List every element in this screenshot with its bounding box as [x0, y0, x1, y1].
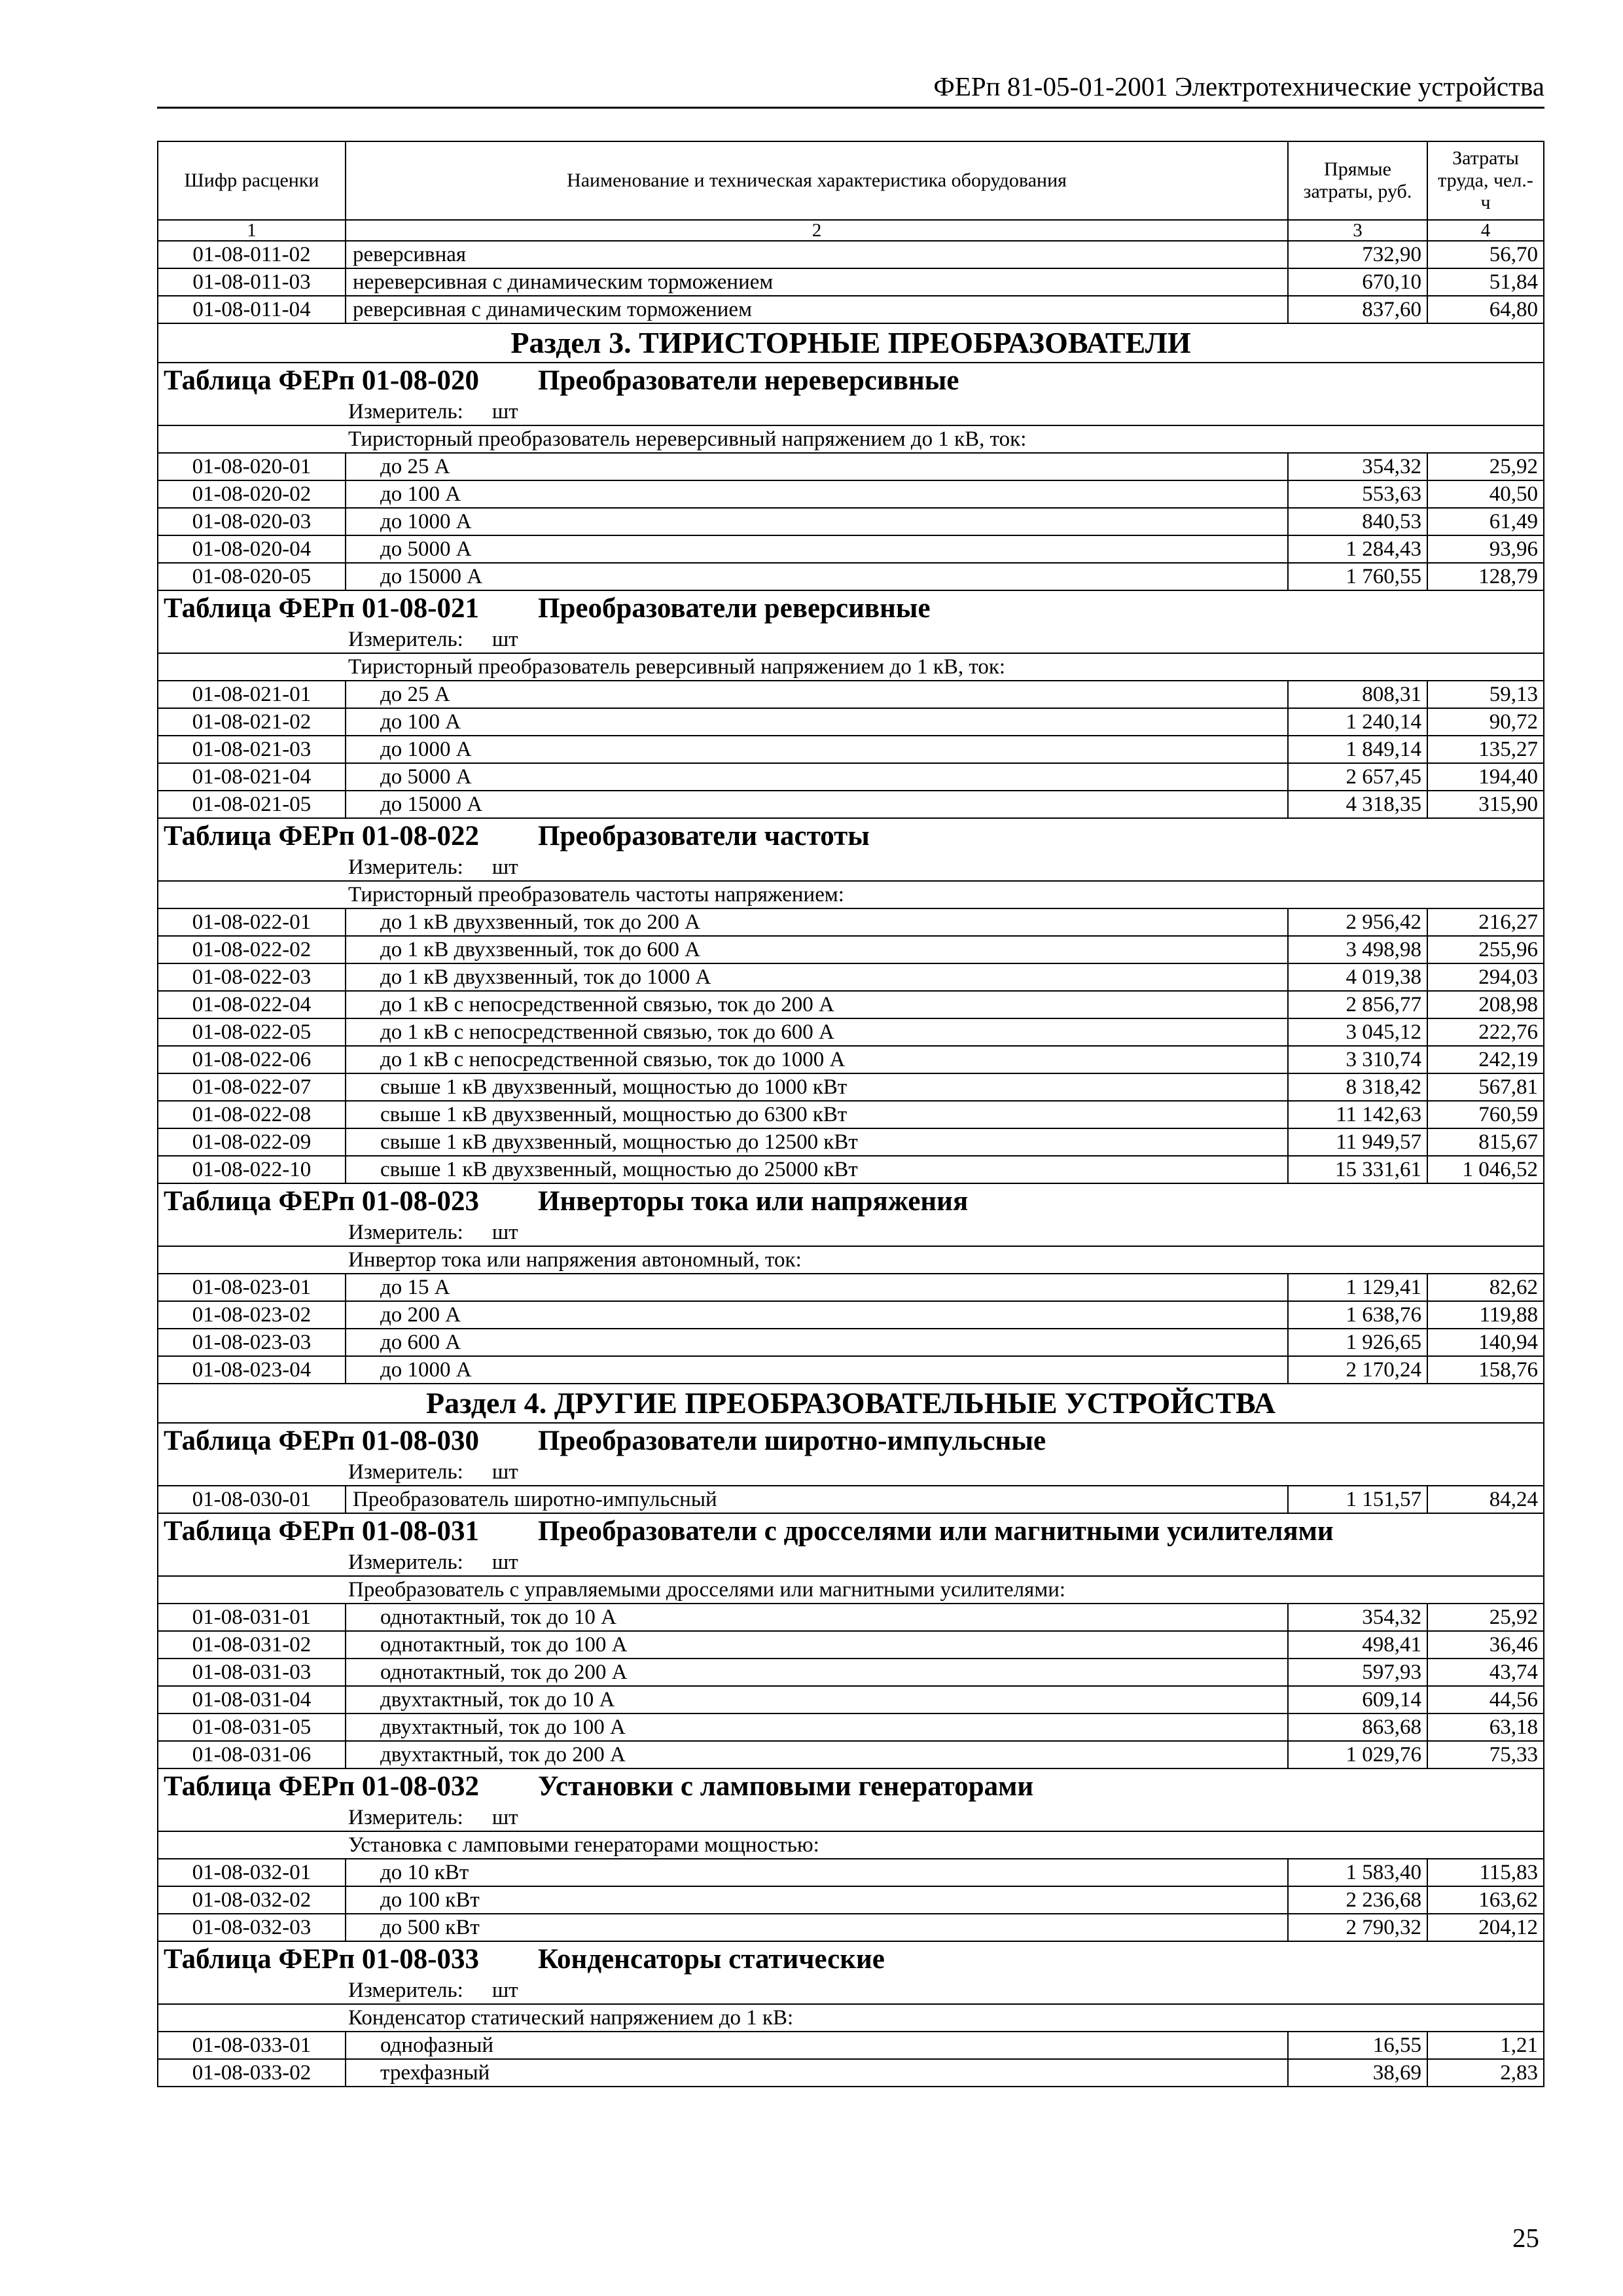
direct-cost: 11 142,63 — [1288, 1101, 1427, 1128]
direct-cost: 1 240,14 — [1288, 708, 1427, 736]
table-row — [158, 763, 1544, 791]
header-direct-cost: Прямые затраты, руб. — [1288, 141, 1427, 220]
table-row — [158, 1486, 1544, 1513]
table-title — [158, 590, 1544, 626]
item-description: до 1 кВ двухзвенный, ток до 600 А — [346, 936, 1288, 963]
table-row — [158, 963, 1544, 991]
header-rule — [157, 107, 1544, 109]
item-description: Преобразователь широтно-импульсный — [346, 1486, 1288, 1513]
labor-cost: 222,76 — [1427, 1018, 1544, 1046]
labor-cost: 760,59 — [1427, 1101, 1544, 1128]
meter-value: шт — [491, 1979, 518, 2002]
labor-cost: 140,94 — [1427, 1329, 1544, 1356]
direct-cost: 354,32 — [1288, 1604, 1427, 1631]
table-row — [158, 296, 1544, 323]
direct-cost: 837,60 — [1288, 296, 1427, 323]
meter-label: Измеритель: — [348, 1979, 463, 2002]
rate-code: 01-08-032-01 — [158, 1859, 346, 1886]
rate-code: 01-08-023-01 — [158, 1274, 346, 1301]
table-code: Таблица ФЕРп 01-08-021 — [164, 593, 480, 624]
column-number: 4 — [1427, 220, 1544, 241]
table-title — [158, 818, 1544, 854]
item-description: до 10 кВт — [346, 1859, 1288, 1886]
direct-cost: 3 498,98 — [1288, 936, 1427, 963]
intro-text: Тиристорный преобразователь частоты напряжением: — [158, 881, 1544, 908]
table-row — [158, 563, 1544, 590]
rate-code: 01-08-031-01 — [158, 1604, 346, 1631]
item-description: до 100 А — [346, 708, 1288, 736]
meter-row — [158, 1804, 1544, 1831]
table-row — [158, 480, 1544, 508]
table-title-row — [158, 818, 1544, 854]
rate-code: 01-08-022-01 — [158, 908, 346, 936]
rate-code: 01-08-022-06 — [158, 1046, 346, 1073]
item-description: до 500 кВт — [346, 1914, 1288, 1941]
rates-table — [157, 141, 1544, 2087]
labor-cost: 43,74 — [1427, 1659, 1544, 1686]
intro-text: Тиристорный преобразователь реверсивный напряжением до 1 кВ, ток: — [158, 653, 1544, 681]
table-row — [158, 1713, 1544, 1741]
item-description: двухтактный, ток до 200 А — [346, 1741, 1288, 1768]
intro-row — [158, 1246, 1544, 1274]
meter — [158, 1459, 1544, 1486]
rate-code: 01-08-033-02 — [158, 2059, 346, 2087]
table-row — [158, 2059, 1544, 2087]
rate-code: 01-08-020-03 — [158, 508, 346, 535]
table-body — [158, 220, 1544, 2087]
direct-cost: 38,69 — [1288, 2059, 1427, 2087]
meter-label: Измеритель: — [348, 400, 463, 423]
table-row — [158, 508, 1544, 535]
item-description: трехфазный — [346, 2059, 1288, 2087]
table-title-row — [158, 1423, 1544, 1459]
table-code: Таблица ФЕРп 01-08-030 — [164, 1426, 480, 1456]
labor-cost: 208,98 — [1427, 991, 1544, 1018]
labor-cost: 163,62 — [1427, 1886, 1544, 1914]
page-number: 25 — [1512, 2223, 1539, 2253]
item-description: однотактный, ток до 200 А — [346, 1659, 1288, 1686]
rate-code: 01-08-023-03 — [158, 1329, 346, 1356]
labor-cost: 1 046,52 — [1427, 1156, 1544, 1183]
section-heading-row — [158, 323, 1544, 363]
section-heading-row — [158, 1384, 1544, 1423]
meter-row — [158, 1219, 1544, 1246]
labor-cost: 2,83 — [1427, 2059, 1544, 2087]
table-row — [158, 1046, 1544, 1073]
intro-row — [158, 425, 1544, 453]
table-row — [158, 1604, 1544, 1631]
table-row — [158, 1356, 1544, 1384]
labor-cost: 61,49 — [1427, 508, 1544, 535]
rate-code: 01-08-022-04 — [158, 991, 346, 1018]
header-name: Наименование и техническая характеристика оборудования — [346, 141, 1288, 220]
labor-cost: 315,90 — [1427, 791, 1544, 818]
labor-cost: 135,27 — [1427, 736, 1544, 763]
rate-code: 01-08-022-09 — [158, 1128, 346, 1156]
meter-row — [158, 1459, 1544, 1486]
direct-cost: 732,90 — [1288, 241, 1427, 268]
table-row — [158, 1073, 1544, 1101]
direct-cost: 597,93 — [1288, 1659, 1427, 1686]
meter-row — [158, 626, 1544, 653]
rate-code: 01-08-031-03 — [158, 1659, 346, 1686]
table-row — [158, 2032, 1544, 2059]
item-description: до 15000 А — [346, 791, 1288, 818]
table-title — [158, 1183, 1544, 1219]
header-labor-cost: Затраты труда, чел.-ч — [1427, 141, 1544, 220]
table-title — [158, 1768, 1544, 1804]
direct-cost: 4 318,35 — [1288, 791, 1427, 818]
direct-cost: 863,68 — [1288, 1713, 1427, 1741]
labor-cost: 56,70 — [1427, 241, 1544, 268]
item-description: свыше 1 кВ двухзвенный, мощностью до 12500 кВт — [346, 1128, 1288, 1156]
intro-text: Тиристорный преобразователь нереверсивный напряжением до 1 кВ, ток: — [158, 425, 1544, 453]
table-row — [158, 1128, 1544, 1156]
rate-code: 01-08-030-01 — [158, 1486, 346, 1513]
direct-cost: 2 236,68 — [1288, 1886, 1427, 1914]
direct-cost: 11 949,57 — [1288, 1128, 1427, 1156]
rate-code: 01-08-011-02 — [158, 241, 346, 268]
meter-value: шт — [491, 1551, 518, 1574]
direct-cost: 8 318,42 — [1288, 1073, 1427, 1101]
table-row — [158, 1914, 1544, 1941]
direct-cost: 1 129,41 — [1288, 1274, 1427, 1301]
item-description: реверсивная с динамическим торможением — [346, 296, 1288, 323]
table-name: Преобразователи широтно-импульсные — [538, 1426, 1046, 1456]
meter-label: Измеритель: — [348, 1460, 463, 1484]
meter-value: шт — [491, 1806, 518, 1829]
table-title-row — [158, 1941, 1544, 1977]
meter-label: Измеритель: — [348, 1551, 463, 1574]
item-description: до 1 кВ с непосредственной связью, ток до 1000 А — [346, 1046, 1288, 1073]
table-name: Конденсаторы статические — [538, 1944, 885, 1975]
rate-code: 01-08-020-02 — [158, 480, 346, 508]
item-description: до 100 А — [346, 480, 1288, 508]
intro-row — [158, 653, 1544, 681]
labor-cost: 25,92 — [1427, 453, 1544, 480]
table-name: Преобразователи частоты — [538, 821, 870, 852]
item-description: до 5000 А — [346, 535, 1288, 563]
table-title — [158, 363, 1544, 399]
direct-cost: 1 926,65 — [1288, 1329, 1427, 1356]
rate-code: 01-08-023-02 — [158, 1301, 346, 1329]
rate-code: 01-08-032-02 — [158, 1886, 346, 1914]
direct-cost: 1 151,57 — [1288, 1486, 1427, 1513]
intro-text: Установка с ламповыми генераторами мощностью: — [158, 1831, 1544, 1859]
item-description: до 200 А — [346, 1301, 1288, 1329]
rate-code: 01-08-021-05 — [158, 791, 346, 818]
labor-cost: 82,62 — [1427, 1274, 1544, 1301]
item-description: нереверсивная с динамическим торможением — [346, 268, 1288, 296]
meter — [158, 1804, 1544, 1831]
direct-cost: 3 310,74 — [1288, 1046, 1427, 1073]
item-description: свыше 1 кВ двухзвенный, мощностью до 6300 кВт — [346, 1101, 1288, 1128]
item-description: свыше 1 кВ двухзвенный, мощностью до 1000 кВт — [346, 1073, 1288, 1101]
rate-code: 01-08-031-05 — [158, 1713, 346, 1741]
table-row — [158, 241, 1544, 268]
running-header: ФЕРп 81-05-01-2001 Электротехнические устройства — [933, 71, 1544, 101]
rate-code: 01-08-022-05 — [158, 1018, 346, 1046]
table-code: Таблица ФЕРп 01-08-022 — [164, 821, 480, 852]
intro-text: Преобразователь с управляемыми дросселями или магнитными усилителями: — [158, 1576, 1544, 1604]
direct-cost: 4 019,38 — [1288, 963, 1427, 991]
table-row — [158, 1631, 1544, 1659]
item-description: свыше 1 кВ двухзвенный, мощностью до 25000 кВт — [346, 1156, 1288, 1183]
meter-row — [158, 1977, 1544, 2004]
column-number: 2 — [346, 220, 1288, 241]
table-code: Таблица ФЕРп 01-08-020 — [164, 365, 480, 396]
direct-cost: 808,31 — [1288, 681, 1427, 708]
meter-label: Измеритель: — [348, 855, 463, 879]
table-row — [158, 1859, 1544, 1886]
meter-value: шт — [491, 628, 518, 651]
direct-cost: 1 849,14 — [1288, 736, 1427, 763]
table-code: Таблица ФЕРп 01-08-033 — [164, 1944, 480, 1975]
item-description: двухтактный, ток до 100 А — [346, 1713, 1288, 1741]
meter — [158, 1219, 1544, 1246]
labor-cost: 119,88 — [1427, 1301, 1544, 1329]
direct-cost: 1 583,40 — [1288, 1859, 1427, 1886]
item-description: до 15 А — [346, 1274, 1288, 1301]
table-title-row — [158, 1768, 1544, 1804]
direct-cost: 670,10 — [1288, 268, 1427, 296]
direct-cost: 2 956,42 — [1288, 908, 1427, 936]
meter — [158, 1977, 1544, 2004]
meter — [158, 854, 1544, 881]
intro-text: Конденсатор статический напряжением до 1 кВ: — [158, 2004, 1544, 2032]
labor-cost: 40,50 — [1427, 480, 1544, 508]
table-name: Преобразователи с дросселями или магнитными усилителями — [538, 1516, 1334, 1547]
rate-code: 01-08-031-04 — [158, 1686, 346, 1713]
table-name: Инверторы тока или напряжения — [538, 1186, 969, 1217]
direct-cost: 1 760,55 — [1288, 563, 1427, 590]
rate-code: 01-08-011-03 — [158, 268, 346, 296]
item-description: реверсивная — [346, 241, 1288, 268]
item-description: до 1 кВ с непосредственной связью, ток до 200 А — [346, 991, 1288, 1018]
table-code: Таблица ФЕРп 01-08-031 — [164, 1516, 480, 1547]
direct-cost: 3 045,12 — [1288, 1018, 1427, 1046]
table-row — [158, 1886, 1544, 1914]
rate-code: 01-08-020-05 — [158, 563, 346, 590]
rate-code: 01-08-020-04 — [158, 535, 346, 563]
table-name: Установки с ламповыми генераторами — [538, 1771, 1034, 1802]
item-description: до 1 кВ двухзвенный, ток до 1000 А — [346, 963, 1288, 991]
direct-cost: 2 170,24 — [1288, 1356, 1427, 1384]
item-description: однотактный, ток до 10 А — [346, 1604, 1288, 1631]
rate-code: 01-08-021-02 — [158, 708, 346, 736]
direct-cost: 840,53 — [1288, 508, 1427, 535]
direct-cost: 2 657,45 — [1288, 763, 1427, 791]
labor-cost: 294,03 — [1427, 963, 1544, 991]
labor-cost: 216,27 — [1427, 908, 1544, 936]
table-row — [158, 1101, 1544, 1128]
meter-value: шт — [491, 1221, 518, 1244]
item-description: до 1000 А — [346, 1356, 1288, 1384]
table-name: Преобразователи нереверсивные — [538, 365, 959, 396]
rate-code: 01-08-022-07 — [158, 1073, 346, 1101]
rate-code: 01-08-031-06 — [158, 1741, 346, 1768]
item-description: до 15000 А — [346, 563, 1288, 590]
rate-code: 01-08-033-01 — [158, 2032, 346, 2059]
labor-cost: 44,56 — [1427, 1686, 1544, 1713]
labor-cost: 128,79 — [1427, 563, 1544, 590]
item-description: до 25 А — [346, 681, 1288, 708]
labor-cost: 59,13 — [1427, 681, 1544, 708]
rate-code: 01-08-023-04 — [158, 1356, 346, 1384]
table-row — [158, 1018, 1544, 1046]
column-number: 1 — [158, 220, 346, 241]
meter-row — [158, 399, 1544, 425]
table-row — [158, 936, 1544, 963]
meter-value: шт — [491, 1460, 518, 1484]
direct-cost: 553,63 — [1288, 480, 1427, 508]
table-title — [158, 1513, 1544, 1549]
table-row — [158, 681, 1544, 708]
table-row — [158, 268, 1544, 296]
labor-cost: 242,19 — [1427, 1046, 1544, 1073]
item-description: до 5000 А — [346, 763, 1288, 791]
labor-cost: 255,96 — [1427, 936, 1544, 963]
item-description: до 25 А — [346, 453, 1288, 480]
table-row — [158, 1156, 1544, 1183]
table-row — [158, 1659, 1544, 1686]
labor-cost: 1,21 — [1427, 2032, 1544, 2059]
meter-value: шт — [491, 400, 518, 423]
labor-cost: 158,76 — [1427, 1356, 1544, 1384]
labor-cost: 567,81 — [1427, 1073, 1544, 1101]
direct-cost: 498,41 — [1288, 1631, 1427, 1659]
table-row — [158, 1301, 1544, 1329]
intro-row — [158, 881, 1544, 908]
labor-cost: 63,18 — [1427, 1713, 1544, 1741]
direct-cost: 1 029,76 — [1288, 1741, 1427, 1768]
table-row — [158, 736, 1544, 763]
rate-code: 01-08-021-04 — [158, 763, 346, 791]
rate-code: 01-08-021-01 — [158, 681, 346, 708]
direct-cost: 609,14 — [1288, 1686, 1427, 1713]
intro-row — [158, 1576, 1544, 1604]
meter-label: Измеритель: — [348, 1806, 463, 1829]
direct-cost: 1 284,43 — [1288, 535, 1427, 563]
table-row — [158, 991, 1544, 1018]
table-code: Таблица ФЕРп 01-08-023 — [164, 1186, 480, 1217]
item-description: однофазный — [346, 2032, 1288, 2059]
labor-cost: 93,96 — [1427, 535, 1544, 563]
table-title-row — [158, 1183, 1544, 1219]
labor-cost: 51,84 — [1427, 268, 1544, 296]
item-description: до 1000 А — [346, 736, 1288, 763]
labor-cost: 194,40 — [1427, 763, 1544, 791]
rate-code: 01-08-022-02 — [158, 936, 346, 963]
rate-code: 01-08-022-03 — [158, 963, 346, 991]
meter-label: Измеритель: — [348, 628, 463, 651]
header-code: Шифр расценки — [158, 141, 346, 220]
item-description: двухтактный, ток до 10 А — [346, 1686, 1288, 1713]
direct-cost: 2 790,32 — [1288, 1914, 1427, 1941]
labor-cost: 115,83 — [1427, 1859, 1544, 1886]
table-row — [158, 1686, 1544, 1713]
meter-row — [158, 1549, 1544, 1576]
direct-cost: 1 638,76 — [1288, 1301, 1427, 1329]
table-title — [158, 1423, 1544, 1459]
meter — [158, 626, 1544, 653]
table-row — [158, 908, 1544, 936]
meter — [158, 1549, 1544, 1576]
rate-code: 01-08-031-02 — [158, 1631, 346, 1659]
table-header-row — [158, 141, 1544, 220]
labor-cost: 815,67 — [1427, 1128, 1544, 1156]
table-row — [158, 1274, 1544, 1301]
labor-cost: 75,33 — [1427, 1741, 1544, 1768]
table-title-row — [158, 363, 1544, 399]
item-description: до 600 А — [346, 1329, 1288, 1356]
labor-cost: 25,92 — [1427, 1604, 1544, 1631]
direct-cost: 2 856,77 — [1288, 991, 1427, 1018]
table-title-row — [158, 590, 1544, 626]
labor-cost: 64,80 — [1427, 296, 1544, 323]
item-description: до 1 кВ двухзвенный, ток до 200 А — [346, 908, 1288, 936]
rate-code: 01-08-032-03 — [158, 1914, 346, 1941]
direct-cost: 15 331,61 — [1288, 1156, 1427, 1183]
meter — [158, 399, 1544, 425]
intro-text: Инвертор тока или напряжения автономный, ток: — [158, 1246, 1544, 1274]
item-description: до 1000 А — [346, 508, 1288, 535]
section-heading: Раздел 3. ТИРИСТОРНЫЕ ПРЕОБРАЗОВАТЕЛИ — [158, 323, 1544, 363]
direct-cost: 16,55 — [1288, 2032, 1427, 2059]
intro-row — [158, 1831, 1544, 1859]
table-title-row — [158, 1513, 1544, 1549]
rate-code: 01-08-021-03 — [158, 736, 346, 763]
labor-cost: 90,72 — [1427, 708, 1544, 736]
labor-cost: 36,46 — [1427, 1631, 1544, 1659]
table-row — [158, 791, 1544, 818]
table-code: Таблица ФЕРп 01-08-032 — [164, 1771, 480, 1802]
rate-code: 01-08-022-10 — [158, 1156, 346, 1183]
meter-label: Измеритель: — [348, 1221, 463, 1244]
rate-code: 01-08-020-01 — [158, 453, 346, 480]
column-number: 3 — [1288, 220, 1427, 241]
table-row — [158, 535, 1544, 563]
table-row — [158, 708, 1544, 736]
meter-row — [158, 854, 1544, 881]
table-row — [158, 1741, 1544, 1768]
direct-cost: 354,32 — [1288, 453, 1427, 480]
table-row — [158, 1329, 1544, 1356]
column-numbers-row — [158, 220, 1544, 241]
section-heading: Раздел 4. ДРУГИЕ ПРЕОБРАЗОВАТЕЛЬНЫЕ УСТРОЙСТВА — [158, 1384, 1544, 1423]
meter-value: шт — [491, 855, 518, 879]
intro-row — [158, 2004, 1544, 2032]
labor-cost: 204,12 — [1427, 1914, 1544, 1941]
table-row — [158, 453, 1544, 480]
rate-code: 01-08-011-04 — [158, 296, 346, 323]
table-title — [158, 1941, 1544, 1977]
table-name: Преобразователи реверсивные — [538, 593, 931, 624]
labor-cost: 84,24 — [1427, 1486, 1544, 1513]
item-description: однотактный, ток до 100 А — [346, 1631, 1288, 1659]
item-description: до 1 кВ с непосредственной связью, ток до 600 А — [346, 1018, 1288, 1046]
rate-code: 01-08-022-08 — [158, 1101, 346, 1128]
item-description: до 100 кВт — [346, 1886, 1288, 1914]
